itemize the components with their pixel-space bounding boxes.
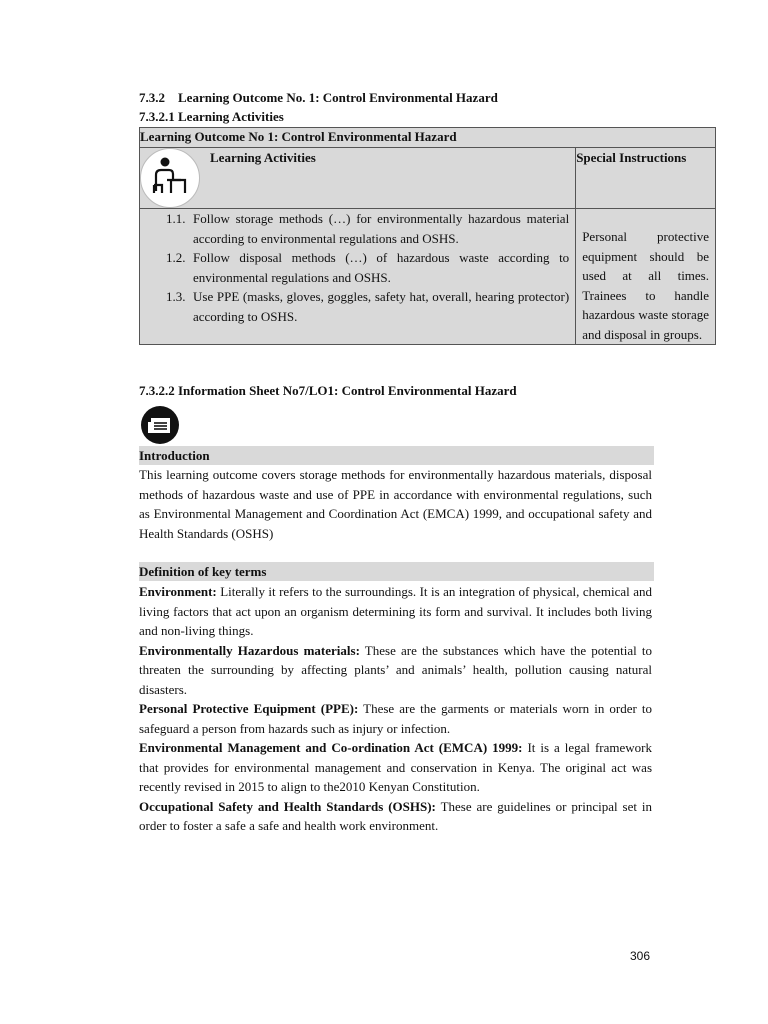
definition-item: Occupational Safety and Health Standards (OSHS): These are guidelines or principal set in order to foster a safe a safe and health work environment. bbox=[139, 798, 652, 833]
learning-outcome-table bbox=[139, 127, 716, 345]
page-number: 306 bbox=[630, 949, 651, 963]
learner-at-desk-icon bbox=[140, 148, 200, 208]
information-sheet-icon bbox=[140, 405, 180, 445]
list-item: 1.1. Follow storage methods (…) for environmentally hazardous material according to environmental regulations and OSHS. bbox=[166, 211, 570, 246]
definition-item: Personal Protective Equipment (PPE): These are the garments or materials worn in order to safeguard a person from hazards such as injury or infection. bbox=[139, 701, 653, 736]
section-heading: 7.3.2 Learning Outcome No. 1: Control Environmental Hazard bbox=[139, 90, 498, 105]
introduction-heading: Introduction bbox=[139, 446, 654, 465]
introduction-text: This learning outcome covers storage methods for environmentally hazardous materials, disposal methods of hazardous waste and use of PPE in accordance with environmental regulations, such as Environmental Management and Coordination Act (EMCA) 1999, and occupational safety and Health Standards (OSHS) bbox=[139, 467, 652, 541]
info-sheet-heading: 7.3.2.2 Information Sheet No7/LO1: Control Environmental Hazard bbox=[139, 383, 517, 398]
subsection-heading: 7.3.2.1 Learning Activities bbox=[139, 109, 284, 124]
list-item: 1.3. Use PPE (masks, gloves, goggles, safety hat, overall, hearing protector) according to OSHS. bbox=[166, 289, 570, 324]
table-title: Learning Outcome No 1: Control Environmental Hazard bbox=[140, 128, 716, 148]
definition-item: Environmentally Hazardous materials: These are the substances which have the potential to threaten the surrounding by affecting plants’ and animals’ health, pollution causing natural disasters. bbox=[139, 642, 653, 697]
activities-cell bbox=[140, 209, 576, 345]
definition-item: Environmental Management and Co-ordination Act (EMCA) 1999: It is a legal framework that provides for environmental management and conservation in Kenya. The original act was recently revised in 2015 to align to the2010 Kenyan Constitution. bbox=[139, 740, 652, 794]
definitions-list bbox=[139, 582, 652, 836]
activities-list bbox=[166, 209, 569, 326]
definition-item: Environment: Literally it refers to the surroundings. It is an integration of physical, chemical and living factors that act upon an organism determining its form and survival. It includes both living and non-living things. bbox=[139, 584, 652, 638]
list-item: 1.2. Follow disposal methods (…) of hazardous waste according to environmental regulations and OSHS. bbox=[166, 250, 570, 285]
activities-header-cell bbox=[140, 148, 576, 209]
activities-header: Learning Activities bbox=[210, 150, 316, 165]
definitions-heading: Definition of key terms bbox=[139, 562, 654, 581]
special-instructions: Personal protective equipment should be used at all times. Trainees to handle hazardous waste storage and disposal in groups. bbox=[576, 209, 716, 345]
instructions-header: Special Instructions bbox=[576, 148, 716, 209]
